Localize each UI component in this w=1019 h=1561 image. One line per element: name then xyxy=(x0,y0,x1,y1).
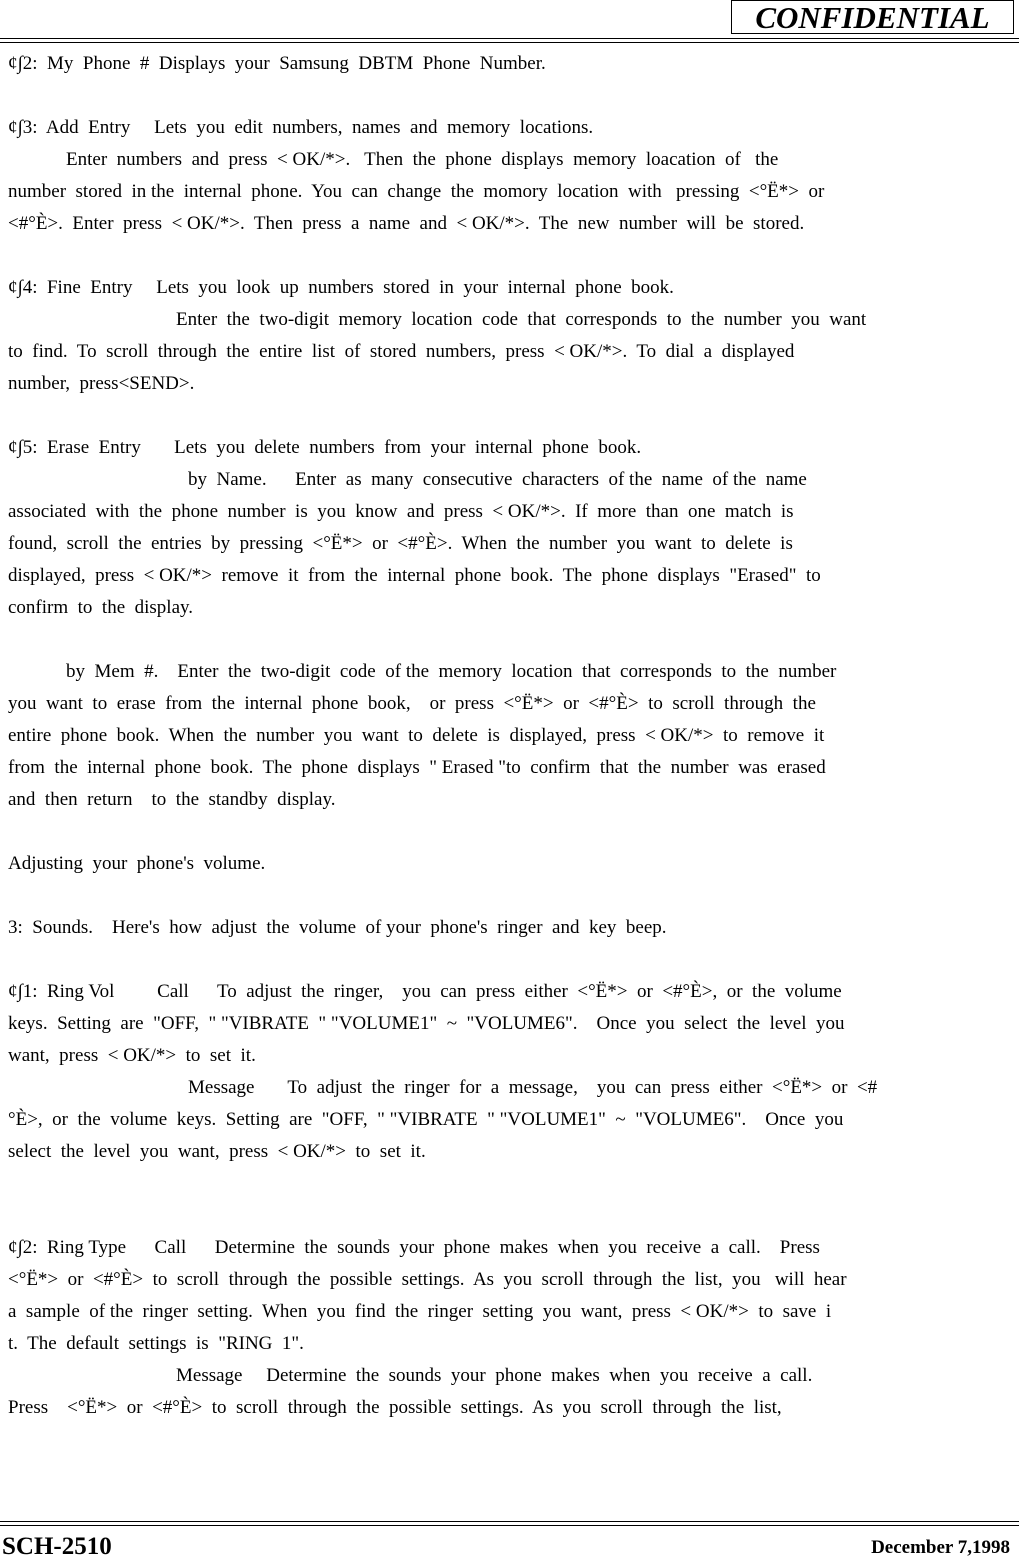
text-line: ¢∫2: My Phone # Displays your Samsung DBTM Phone Number. xyxy=(8,53,546,74)
header-rule-bottom xyxy=(0,42,1019,43)
text-line: ¢∫3: Add Entry Lets you edit numbers, names and memory locations. xyxy=(8,117,594,138)
text-line: Message To adjust the ringer for a message, you can press either <°Ë*> or <# xyxy=(188,1077,878,1098)
text-line: from the internal phone book. The phone displays " Erased "to confirm that the number was erased xyxy=(8,757,826,778)
text-line: and then return to the standby display. xyxy=(8,789,336,810)
text-line: 3: Sounds. Here's how adjust the volume of your phone's ringer and key beep. xyxy=(8,917,667,938)
text-line: Adjusting your phone's volume. xyxy=(8,853,266,874)
text-line: Enter numbers and press < OK/*>. Then the phone displays memory loacation of the xyxy=(66,149,779,170)
document-date: December 7,1998 xyxy=(871,1537,1010,1558)
text-line: ¢∫2: Ring Type Call Determine the sounds your phone makes when you receive a call. Press xyxy=(8,1237,820,1258)
text-line: a sample of the ringer setting. When you find the ringer setting you want, press < OK/*> to save i xyxy=(8,1301,832,1322)
text-line: °È>, or the volume keys. Setting are "OFF, " "VIBRATE " "VOLUME1" ~ "VOLUME6". Once you xyxy=(8,1109,844,1130)
text-line: confirm to the display. xyxy=(8,597,194,618)
footer-rule-bottom xyxy=(0,1525,1019,1526)
text-line: <°Ë*> or <#°È> to scroll through the possible settings. As you scroll through the list, you will hear xyxy=(8,1269,847,1290)
text-line: Enter the two-digit memory location code that corresponds to the number you want xyxy=(176,309,867,330)
text-line: want, press < OK/*> to set it. xyxy=(8,1045,256,1066)
text-line: Press <°Ë*> or <#°È> to scroll through the possible settings. As you scroll through the list, xyxy=(8,1397,782,1418)
text-line: entire phone book. When the number you want to delete is displayed, press < OK/*> to remove it xyxy=(8,725,825,746)
text-line: select the level you want, press < OK/*> to set it. xyxy=(8,1141,426,1162)
confidential-stamp xyxy=(731,0,1014,34)
text-line: number, press<SEND>. xyxy=(8,373,195,394)
text-line: by Name. Enter as many consecutive characters of the name of the name xyxy=(188,469,807,490)
text-line: ¢∫1: Ring Vol Call To adjust the ringer, you can press either <°Ë*> or <#°È>, or the volume xyxy=(8,981,842,1002)
model-number: SCH-2510 xyxy=(2,1533,112,1560)
text-line: associated with the phone number is you know and press < OK/*>. If more than one match is xyxy=(8,501,794,522)
header-rule-top xyxy=(0,38,1019,39)
text-line: ¢∫5: Erase Entry Lets you delete numbers from your internal phone book. xyxy=(8,437,642,458)
text-line: Message Determine the sounds your phone makes when you receive a call. xyxy=(176,1365,813,1386)
footer-rule-top xyxy=(0,1521,1019,1522)
text-line: keys. Setting are "OFF, " "VIBRATE " "VOLUME1" ~ "VOLUME6". Once you select the level you xyxy=(8,1013,845,1034)
confidential-label: CONFIDENTIAL xyxy=(755,0,990,35)
text-line: displayed, press < OK/*> remove it from the internal phone book. The phone displays "Erased" to xyxy=(8,565,821,586)
text-line: you want to erase from the internal phone book, or press <°Ë*> or <#°È> to scroll through the xyxy=(8,693,816,714)
text-line: to find. To scroll through the entire list of stored numbers, press < OK/*>. To dial a displayed xyxy=(8,341,795,362)
text-line: <#°È>. Enter press < OK/*>. Then press a name and < OK/*>. The new number will be stored. xyxy=(8,213,805,234)
text-line: number stored in the internal phone. You can change the momory location with pressing <°Ë*> or xyxy=(8,181,825,202)
text-line: by Mem #. Enter the two-digit code of the memory location that corresponds to the number xyxy=(66,661,837,682)
text-line: ¢∫4: Fine Entry Lets you look up numbers stored in your internal phone book. xyxy=(8,277,674,298)
text-line: found, scroll the entries by pressing <°Ë*> or <#°È>. When the number you want to delete is xyxy=(8,533,793,554)
text-line: t. The default settings is "RING 1". xyxy=(8,1333,304,1354)
